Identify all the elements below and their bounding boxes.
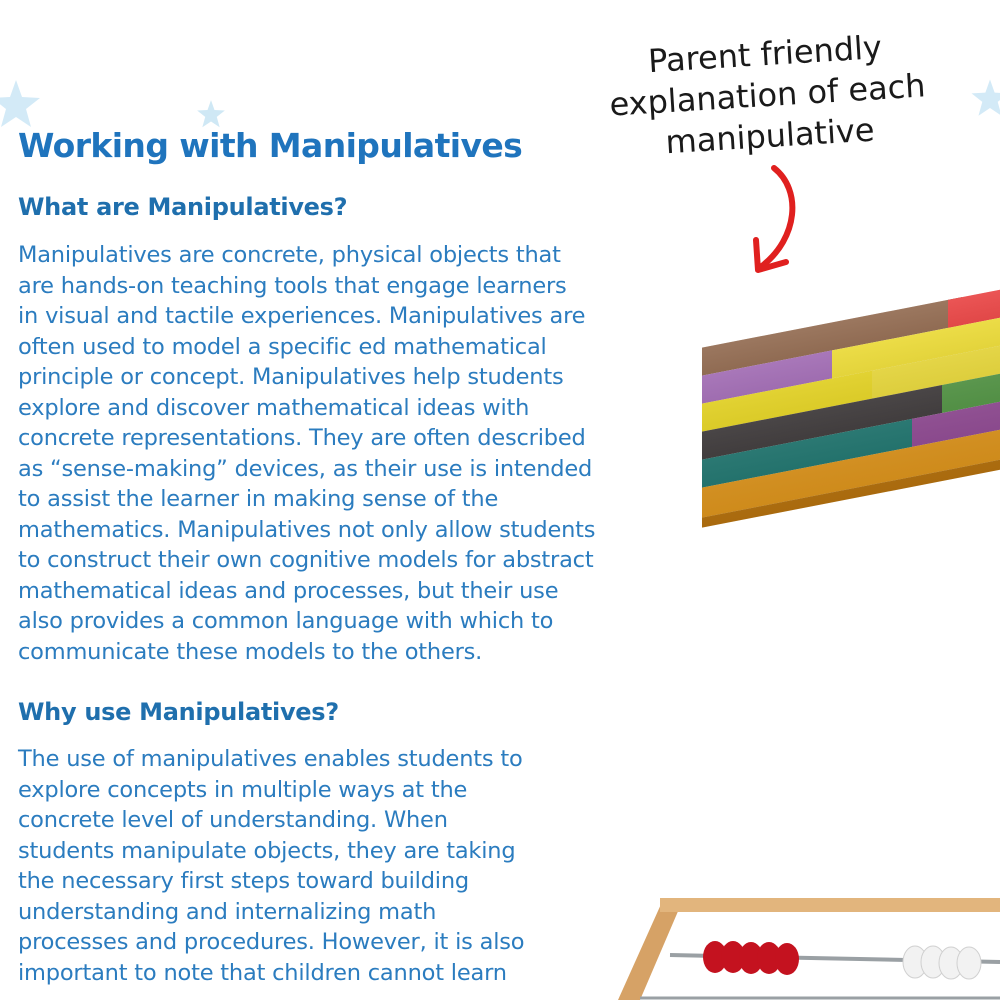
paragraph-line: Manipulatives are concrete, physical objects that — [18, 242, 561, 268]
paragraph-line: to assist the learner in making sense of the — [18, 486, 499, 512]
callout-line: Parent friendly — [647, 27, 883, 81]
paragraph-line: the necessary first steps toward building — [18, 868, 469, 894]
callout-note — [582, 23, 954, 168]
paragraph-line: to construct their own cognitive models for abstract — [18, 547, 594, 573]
paragraph-line: communicate these models to the others. — [18, 638, 483, 665]
paragraph-line: in visual and tactile experiences. Manipulatives are — [18, 303, 586, 329]
star-icon — [970, 78, 1000, 118]
section-heading-what: What are Manipulatives? — [18, 193, 348, 221]
callout-line: manipulative — [664, 110, 876, 162]
page-title: Working with Manipulatives — [18, 126, 523, 165]
star-icon — [196, 99, 226, 129]
paragraph-line: concrete representations. They are often described — [18, 425, 586, 451]
paragraph-line: explore concepts in multiple ways at the — [18, 776, 468, 803]
paragraph-line: important to note that children cannot learn — [18, 959, 507, 986]
paragraph-line: also provides a common language with which to — [18, 608, 554, 634]
paragraph-line: concrete level of understanding. When — [18, 807, 448, 833]
paragraph-line: mathematics. Manipulatives not only allow students — [18, 516, 596, 543]
paragraph-line: mathematical ideas and processes, but their use — [18, 577, 559, 604]
paragraph-line: explore and discover mathematical ideas with — [18, 394, 530, 421]
star-icon — [0, 78, 42, 130]
paragraph-line: students manipulate objects, they are taking — [18, 837, 516, 864]
paragraph-line: as “sense-making” devices, as their use is intended — [18, 455, 593, 482]
section-paragraph-why — [18, 744, 524, 988]
section-heading-why: Why use Manipulatives? — [18, 698, 339, 726]
cuisenaire-rods-image — [690, 280, 1000, 570]
abacus-image — [610, 890, 1000, 1000]
paragraph-line: principle or concept. Manipulatives help students — [18, 364, 564, 390]
callout-line: explanation of each — [608, 66, 927, 124]
paragraph-line: understanding and internalizing math — [18, 898, 437, 925]
paragraph-line: processes and procedures. However, it is also — [18, 929, 525, 955]
paragraph-line: are hands-on teaching tools that engage learners — [18, 272, 567, 299]
curved-arrow-icon — [740, 160, 810, 280]
section-paragraph-what — [18, 240, 595, 667]
paragraph-line: often used to model a specific ed mathematical — [18, 333, 547, 360]
paragraph-line: The use of manipulatives enables students to — [18, 746, 523, 772]
